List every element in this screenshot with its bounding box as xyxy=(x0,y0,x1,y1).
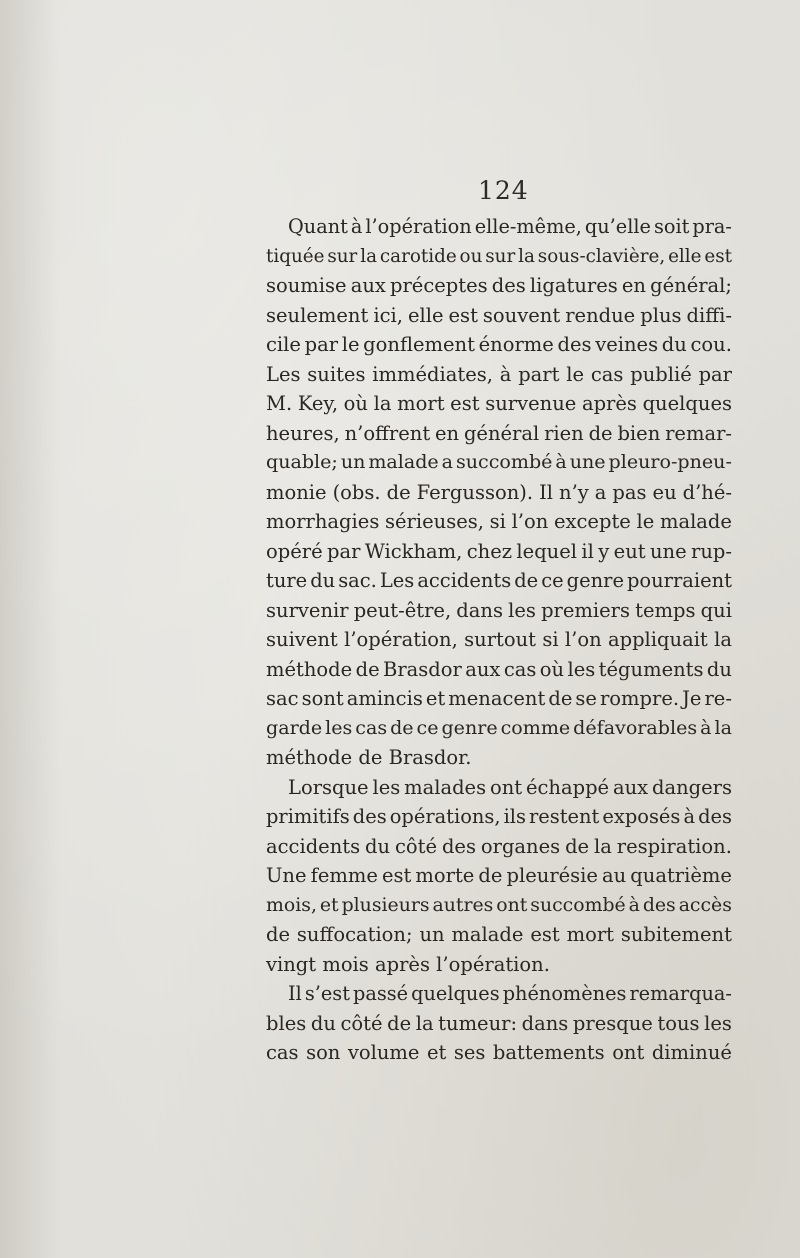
paragraph-1-line-17: sac sont amincis et menacent de se rompre. Je re- xyxy=(266,687,732,710)
paragraph-1-line-10: monie (obs. de Fergusson). Il n’y a pas eu d’hé- xyxy=(266,480,732,504)
paragraph-1-line-15: suivent l’opération, surtout si l’on appliquait la xyxy=(266,628,732,651)
paragraph-2-line-5: mois, et plusieurs autres ont succombé à des accès xyxy=(266,893,732,916)
paragraph-1-line-9: quable; un malade a succombé à une pleuro-pneu- xyxy=(266,451,732,473)
paragraph-2-line-7: vingt mois après l’opération. xyxy=(266,952,550,976)
paragraph-1-line-3: soumise aux préceptes des ligatures en général; xyxy=(266,274,732,297)
page-number: 124 xyxy=(478,176,529,205)
paragraph-1-line-2: tiquée sur la carotide ou sur la sous-clavière, elle est xyxy=(266,245,732,267)
paragraph-1-line-16: méthode de Brasdor aux cas où les téguments du xyxy=(266,657,732,681)
paragraph-1-line-18: garde les cas de ce genre comme défavorables à la xyxy=(266,716,732,739)
paragraph-2-line-6: de suffocation; un malade est mort subitement xyxy=(266,923,732,946)
paragraph-3-line-3: cas son volume et ses battements ont diminué xyxy=(266,1041,732,1064)
paragraph-2-line-2: primitifs des opérations, ils restent exposés à des xyxy=(266,805,732,828)
paragraph-2-line-4: Une femme est morte de pleurésie au quatrième xyxy=(266,864,732,887)
paragraph-1-line-6: Les suites immédiates, à part le cas publié par xyxy=(266,362,732,386)
body-text xyxy=(266,212,732,1068)
paragraph-1-line-7: M. Key, où la mort est survenue après quelques xyxy=(266,392,732,415)
paragraph-1-line-13: ture du sac. Les accidents de ce genre pourraient xyxy=(266,569,732,592)
paragraph-1-line-5: cile par le gonflement énorme des veines du cou. xyxy=(266,333,732,356)
paragraph-1-line-19: méthode de Brasdor. xyxy=(266,746,472,769)
paragraph-1-line-1: Quant à l’opération elle-même, qu’elle soit pra- xyxy=(288,215,732,238)
page-edge-shadow xyxy=(0,0,60,1258)
paragraph-1-line-11: morrhagies sérieuses, si l’on excepte le malade xyxy=(266,510,732,533)
paragraph-1-line-4: seulement ici, elle est souvent rendue plus diffi- xyxy=(266,303,732,327)
paragraph-3-line-2: bles du côté de la tumeur: dans presque tous les xyxy=(266,1011,732,1035)
paragraph-3-line-1: Il s’est passé quelques phénomènes remarqua- xyxy=(288,982,732,1005)
paragraph-2-line-3: accidents du côté des organes de la respiration. xyxy=(266,834,732,858)
paragraph-1-line-12: opéré par Wickham, chez lequel il y eut une rup- xyxy=(266,539,732,563)
paragraph-1-line-8: heures, n’offrent en général rien de bien remar- xyxy=(266,421,732,445)
paragraph-2-line-1: Lorsque les malades ont échappé aux dangers xyxy=(288,775,732,799)
paragraph-1-line-14: survenir peut-être, dans les premiers temps qui xyxy=(266,598,732,622)
